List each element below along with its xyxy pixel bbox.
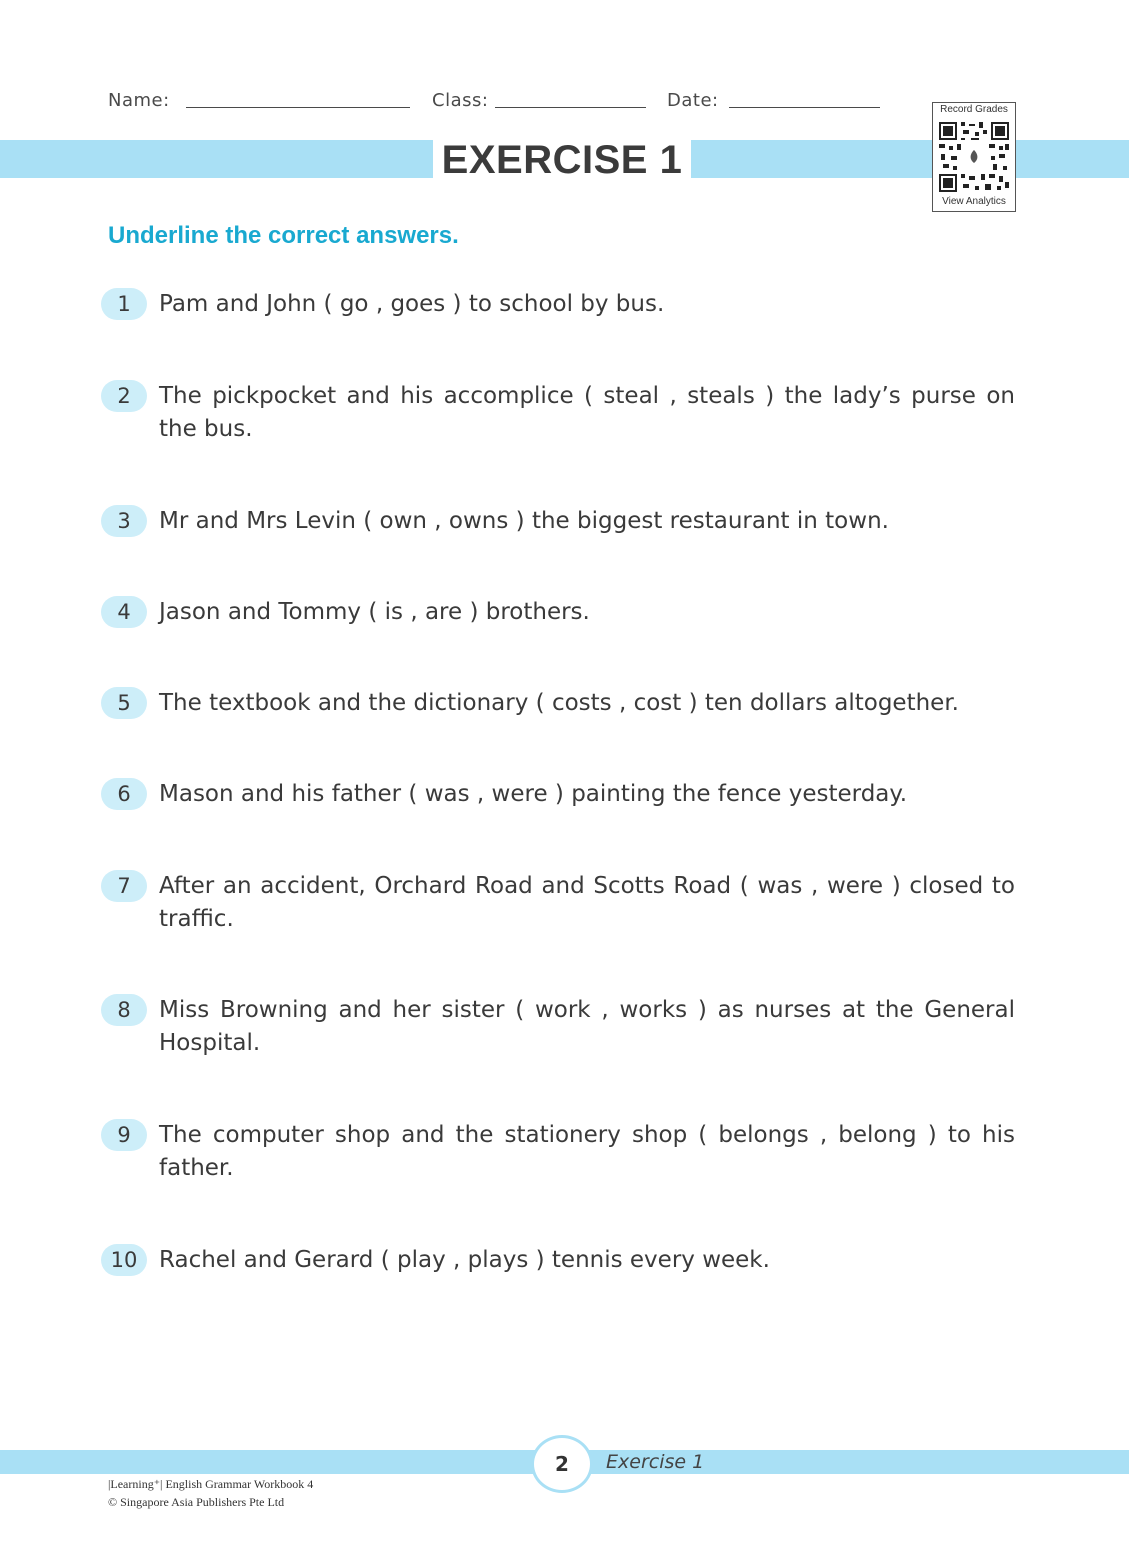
- question-number-badge: 10: [101, 1244, 147, 1276]
- name-label: Name:: [108, 90, 170, 111]
- qr-code-icon: [937, 120, 1011, 194]
- date-label: Date:: [667, 90, 719, 111]
- copyright-notice: © Singapore Asia Publishers Pte Ltd: [108, 1495, 285, 1509]
- qr-bottom-label: View Analytics: [942, 196, 1006, 207]
- question-text[interactable]: The textbook and the dictionary ( costs , cost ) ten dollars altogether.: [159, 690, 959, 716]
- class-label: Class:: [432, 90, 489, 111]
- name-field-line[interactable]: [186, 107, 410, 108]
- question-number-badge: 9: [101, 1119, 147, 1151]
- instruction: Underline the correct answers.: [108, 222, 459, 249]
- question-number-badge: 4: [101, 596, 147, 628]
- question-number-badge: 5: [101, 687, 147, 719]
- question-text[interactable]: The pickpocket and his accomplice ( steal , steals ) the lady’s purse on the bus.: [159, 383, 1015, 442]
- question-text[interactable]: Mr and Mrs Levin ( own , owns ) the biggest restaurant in town.: [159, 508, 889, 534]
- question-text[interactable]: Rachel and Gerard ( play , plays ) tennis every week.: [159, 1247, 770, 1273]
- title-band-left: [0, 140, 433, 178]
- question-number-badge: 7: [101, 870, 147, 902]
- qr-top-label: Record Grades: [940, 104, 1008, 115]
- publisher-title: |Learning⁺| English Grammar Workbook 4: [108, 1477, 314, 1491]
- exercise-title-box: [433, 134, 691, 186]
- qr-code-panel[interactable]: [932, 102, 1016, 212]
- question-number-badge: 3: [101, 505, 147, 537]
- question-text[interactable]: After an accident, Orchard Road and Scotts Road ( was , were ) closed to traffic.: [159, 873, 1015, 932]
- question-text[interactable]: Jason and Tommy ( is , are ) brothers.: [159, 599, 590, 625]
- class-field-line[interactable]: [495, 107, 646, 108]
- question-number-badge: 2: [101, 380, 147, 412]
- title-band-right: [691, 140, 1129, 178]
- question-number-badge: 8: [101, 994, 147, 1026]
- question-text[interactable]: The computer shop and the stationery shop ( belongs , belong ) to his father.: [159, 1122, 1015, 1181]
- page-number: 2: [531, 1435, 593, 1493]
- date-field-line[interactable]: [729, 107, 880, 108]
- question-text[interactable]: Mason and his father ( was , were ) painting the fence yesterday.: [159, 781, 908, 807]
- question-text[interactable]: Miss Browning and her sister ( work , works ) as nurses at the General Hospital.: [159, 997, 1015, 1056]
- exercise-title: EXERCISE 1: [441, 138, 683, 182]
- question-number-badge: 1: [101, 288, 147, 320]
- question-text[interactable]: Pam and John ( go , goes ) to school by bus.: [159, 291, 665, 317]
- footer-section-label: Exercise 1: [606, 1451, 705, 1473]
- question-number-badge: 6: [101, 778, 147, 810]
